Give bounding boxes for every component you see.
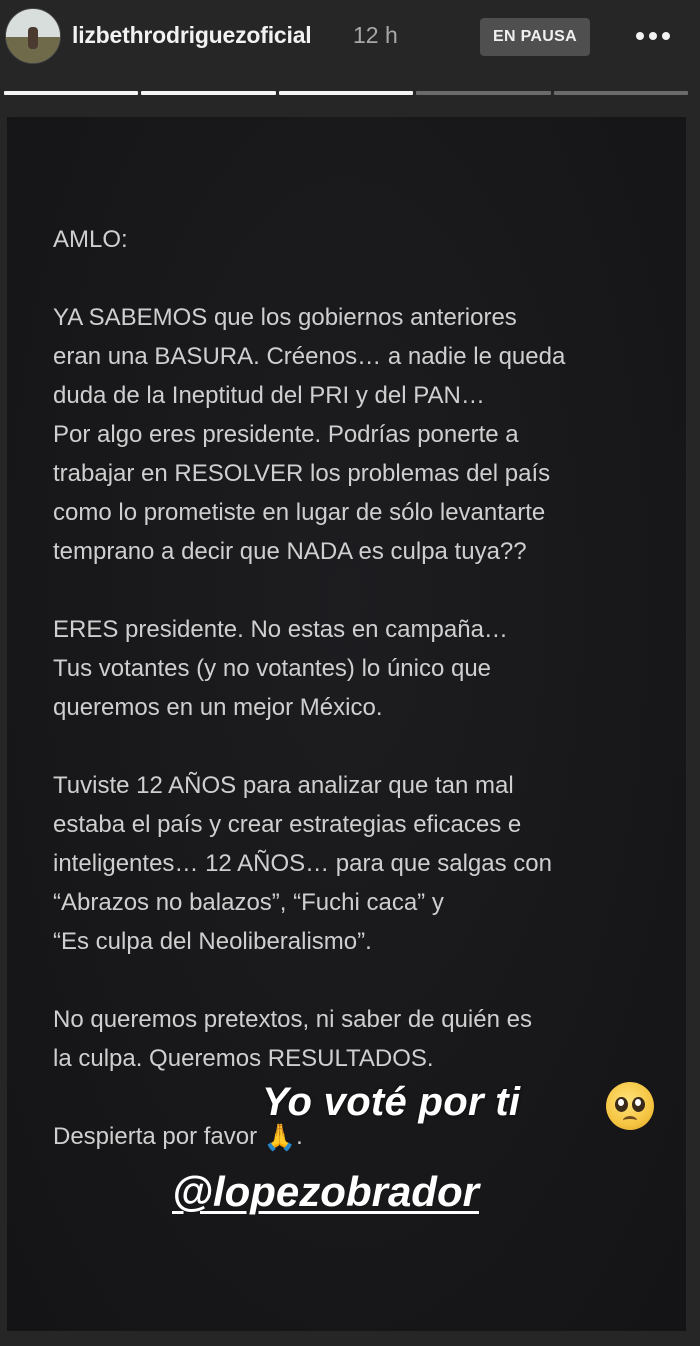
- text-line: la culpa. Queremos RESULTADOS.: [53, 1045, 434, 1072]
- username[interactable]: lizbethrodriguezoficial: [72, 22, 312, 48]
- progress-segment-3: [279, 91, 413, 95]
- mention-sticker[interactable]: @lopezobrador: [172, 1168, 479, 1215]
- text-line: duda de la Ineptitud del PRI y del PAN…: [53, 382, 485, 409]
- text-line: Tuviste 12 AÑOS para analizar que tan mal: [53, 772, 514, 799]
- text-line: como lo prometiste en lugar de sólo levantarte: [53, 499, 546, 526]
- text-line: estaba el país y crear estrategias eficaces e: [53, 811, 522, 838]
- text-line: queremos en un mejor México.: [53, 694, 383, 721]
- story-progress: [4, 91, 688, 95]
- text-line: Tus votantes (y no votantes) lo único que: [53, 655, 492, 682]
- timestamp: 12 h: [353, 22, 398, 48]
- progress-segment-5: [554, 91, 688, 95]
- avatar[interactable]: [5, 8, 61, 64]
- pray-emoji: 🙏: [263, 1122, 297, 1152]
- progress-segment-4: [416, 91, 550, 95]
- post-text: [53, 220, 663, 1157]
- text-line: Despierta por favor: [53, 1123, 258, 1150]
- text-line: inteligentes… 12 AÑOS… para que salgas con: [53, 850, 552, 877]
- text-line: ERES presidente. No estas en campaña…: [53, 616, 508, 643]
- text-line: temprano a decir que NADA es culpa tuya??: [53, 538, 527, 565]
- text-line: No queremos pretextos, ni saber de quién es: [53, 1006, 532, 1033]
- text-line: “Es culpa del Neoliberalismo”.: [53, 928, 372, 955]
- text-line: Por algo eres presidente. Podrías ponerte a: [53, 421, 519, 448]
- progress-segment-2: [141, 91, 275, 95]
- more-horizontal-icon[interactable]: [632, 28, 674, 46]
- text-line: eran una BASURA. Créenos… a nadie le queda: [53, 343, 566, 370]
- closing-suffix: .: [296, 1123, 303, 1150]
- pleading-face-icon: [606, 1082, 654, 1130]
- text-line: YA SABEMOS que los gobiernos anteriores: [53, 304, 517, 331]
- progress-segment-1: [4, 91, 138, 95]
- text-line: trabajar en RESOLVER los problemas del país: [53, 460, 551, 487]
- story-header: [0, 0, 700, 82]
- text-line: AMLO:: [53, 226, 128, 253]
- text-line: “Abrazos no balazos”, “Fuchi caca” y: [53, 889, 444, 916]
- paused-badge[interactable]: EN PAUSA: [480, 18, 590, 56]
- caption-sticker[interactable]: Yo voté por ti: [262, 1080, 521, 1124]
